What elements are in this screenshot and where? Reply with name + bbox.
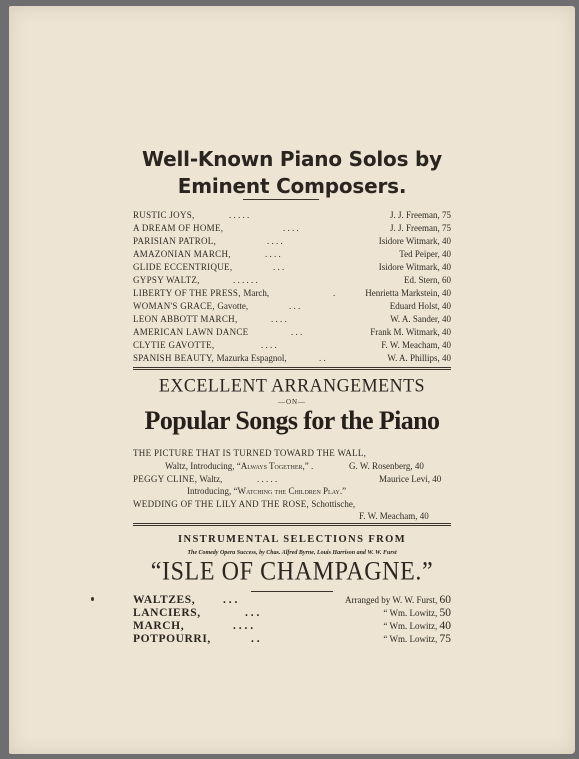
selection-credit: [383, 632, 451, 646]
leader-dots: . . . . .: [257, 474, 278, 484]
piece-title: [133, 287, 269, 300]
piece-title: CLYTIE GAVOTTE,: [133, 340, 215, 350]
piece-title: [133, 300, 248, 313]
opera-title: “ISLE OF CHAMPAGNE.”: [150, 557, 434, 587]
section-divider: [133, 523, 451, 524]
arrangement-composer-price: Maurice Levi, 40: [379, 474, 442, 484]
piece-title: [133, 352, 287, 365]
selection-credit-text: Arranged by W. W. Furst,: [345, 595, 438, 605]
on-connector: —ON—: [277, 398, 307, 406]
piece-subtitle: March,: [243, 288, 270, 298]
leader-dots: . . . .: [265, 249, 281, 259]
section-heading: INSTRUMENTAL SELECTIONS FROM: [177, 534, 407, 545]
leader-dots: . . .: [289, 301, 301, 311]
piece-composer-price: J. J. Freeman, 75: [390, 210, 451, 220]
arrangement-title-main: WEDDING OF THE LILY AND THE ROSE,: [133, 499, 310, 509]
selection-title: LANCIERS,: [133, 607, 201, 619]
piano-solo-item: [133, 313, 451, 326]
piano-solo-item: [133, 352, 451, 365]
piece-composer-price: Henrietta Markstein, 40: [365, 288, 451, 298]
arrangement-title: [133, 498, 355, 510]
piano-solo-item: [133, 248, 451, 261]
leader-dots: . . .: [223, 594, 238, 606]
selection-item: [133, 593, 451, 607]
selection-title: MARCH,: [133, 620, 185, 632]
piano-solo-item: [133, 209, 451, 222]
selection-title: WALTZES,: [133, 594, 196, 606]
arrangement-detail: [165, 460, 313, 472]
piece-title: LEON ABBOTT MARCH,: [133, 314, 238, 324]
arrangement-song: Watching the Children Play: [237, 486, 340, 496]
arrangement-detail-text: Introducing, “: [187, 486, 238, 496]
piece-composer-price: Frank M. Witmark, 40: [370, 327, 451, 337]
arrangement-detail-end: ,” .: [302, 461, 314, 471]
selection-credit-text: “ Wm. Lowitz,: [383, 608, 438, 618]
title-underline: [243, 199, 319, 200]
credit-line: The Comedy Opera Success, by Chas. Alfred Byrne, Louis Harrison and W. W. Furst: [187, 550, 397, 556]
piece-composer-price: Eduard Holst, 40: [389, 301, 451, 311]
paper-speck: [91, 597, 94, 601]
leader-dots: . . . . . .: [233, 275, 258, 285]
piece-composer-price: J. J. Freeman, 75: [390, 223, 451, 233]
piece-title-main: LIBERTY OF THE PRESS,: [133, 288, 241, 298]
arrangement-composer-price: F. W. Meacham, 40: [359, 511, 429, 521]
leader-dots: . . . .: [271, 314, 287, 324]
selection-credit: [383, 619, 451, 633]
main-title-line-1: Well-Known Piano Solos by: [142, 147, 442, 171]
leader-dots: . . .: [245, 607, 260, 619]
piece-title: RUSTIC JOYS,: [133, 210, 195, 220]
leader-dots: . . . .: [283, 223, 299, 233]
section-divider: [133, 369, 451, 370]
piano-solo-item: [133, 326, 451, 339]
piece-title: GLIDE ECCENTRIQUE,: [133, 262, 233, 272]
section-title: Popular Songs for the Piano: [144, 406, 440, 435]
piece-subtitle: Mazurka Espagnol,: [216, 353, 287, 363]
arrangement-detail: [187, 485, 346, 497]
arrangement-title-main: PEGGY CLINE,: [133, 474, 198, 484]
piano-solo-item: [133, 274, 451, 287]
selection-item: [133, 606, 451, 620]
piece-title-main: WOMAN'S GRACE,: [133, 301, 215, 311]
arrangement-subtitle: Waltz,: [197, 474, 223, 484]
piece-title: AMERICAN LAWN DANCE: [133, 327, 249, 337]
leader-dots: . .: [319, 353, 326, 363]
selection-title: POTPOURRI,: [133, 633, 211, 645]
piece-composer-price: Ted Peiper, 40: [399, 249, 451, 259]
leader-dots: . . . .: [233, 620, 254, 632]
selection-credit-text: “ Wm. Lowitz,: [383, 634, 438, 644]
piano-solo-item: [133, 287, 451, 300]
selection-credit-text: “ Wm. Lowitz,: [383, 621, 438, 631]
arrangement-title: [133, 473, 222, 485]
piece-composer-price: Ed. Stern, 60: [404, 275, 451, 285]
piece-title: PARISIAN PATROL,: [133, 236, 217, 246]
leader-dots: . . .: [291, 327, 303, 337]
section-divider: [133, 367, 451, 368]
selection-credit: [383, 606, 451, 620]
leader-dots: . . .: [273, 262, 285, 272]
leader-dots: . . . .: [261, 340, 277, 350]
piano-solo-item: [133, 261, 451, 274]
piano-solo-item: [133, 235, 451, 248]
selection-price: 50: [439, 607, 451, 619]
piece-title: AMAZONIAN MARCH,: [133, 249, 231, 259]
piece-title: GYPSY WALTZ,: [133, 275, 200, 285]
piece-composer-price: W. A. Sander, 40: [390, 314, 451, 324]
arrangement-title: THE PICTURE THAT IS TURNED TOWARD THE WALL,: [133, 448, 367, 458]
piece-composer-price: F. W. Meacham, 40: [381, 340, 451, 350]
selection-item: [133, 619, 451, 633]
piano-solo-item: [133, 339, 451, 352]
leader-dots: . .: [251, 633, 260, 645]
leader-dots: . . . . .: [229, 210, 250, 220]
piece-subtitle: Gavotte,: [217, 301, 249, 311]
piece-composer-price: Isidore Witmark, 40: [378, 236, 451, 246]
opera-title-underline: [251, 591, 333, 592]
main-title-line-2: Eminent Composers.: [177, 174, 407, 198]
section-divider: [133, 525, 451, 526]
sheet-music-page: [9, 6, 575, 754]
arrangement-subtitle: Schottische,: [309, 499, 356, 509]
leader-dots: . . . .: [267, 236, 283, 246]
selection-credit: [345, 593, 451, 607]
selection-item: [133, 632, 451, 646]
piano-solo-item: [133, 300, 451, 313]
piece-title: A DREAM OF HOME,: [133, 223, 224, 233]
piano-solo-item: [133, 222, 451, 235]
arrangement-detail-text: Waltz, Introducing, “: [165, 461, 241, 471]
arrangement-song: Always Together: [240, 461, 303, 471]
piece-composer-price: W. A. Phillips, 40: [387, 353, 451, 363]
selection-price: 60: [439, 594, 451, 606]
arrangement-composer-price: G. W. Rosenberg, 40: [349, 461, 424, 471]
selection-price: 75: [439, 633, 451, 645]
arrangement-detail-end: .”: [339, 486, 347, 496]
section-heading: EXCELLENT ARRANGEMENTS: [158, 374, 426, 396]
leader-dots: .: [333, 288, 336, 298]
selection-price: 40: [439, 620, 451, 632]
piece-composer-price: Isidore Witmark, 40: [378, 262, 451, 272]
piece-title-main: SPANISH BEAUTY,: [133, 353, 215, 363]
